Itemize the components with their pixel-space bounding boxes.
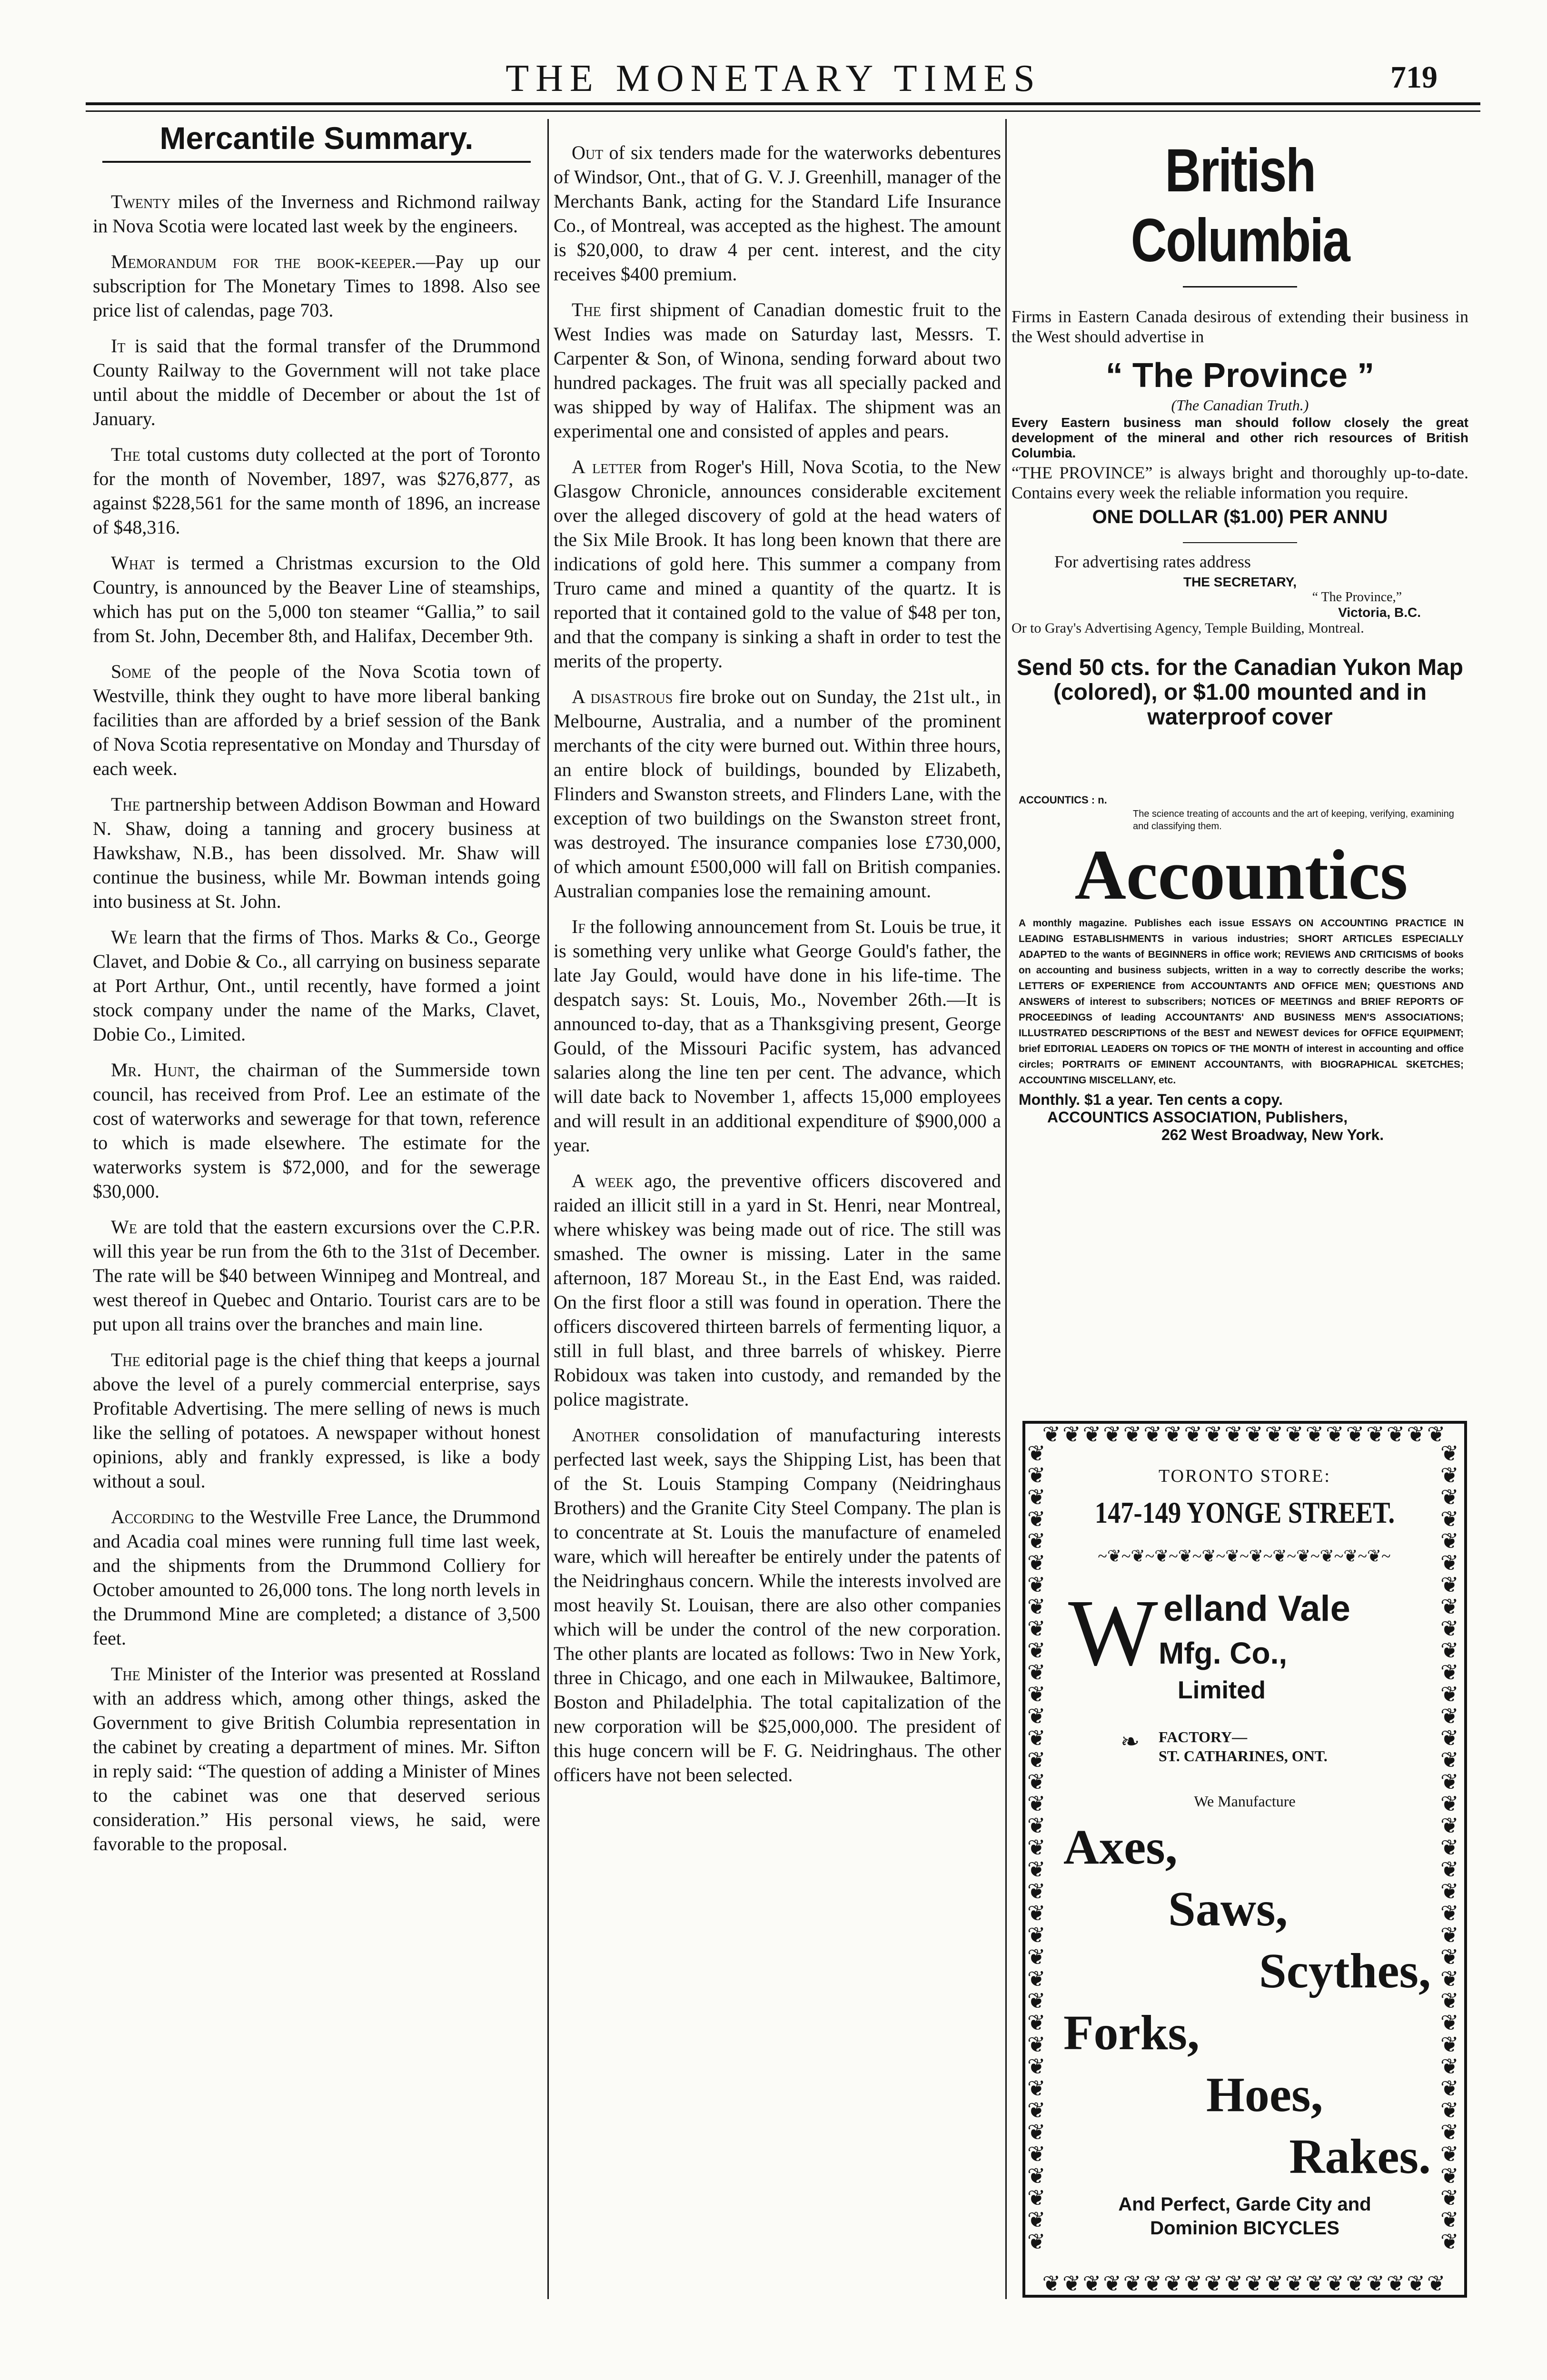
article-lead-word: Some (111, 661, 151, 682)
ad-paper-name: “ The Province ” (1105, 357, 1375, 395)
article-paragraph (93, 1505, 540, 1650)
article-text: editorial page is the chief thing that keeps a journal above the level of a purely commercial enterprise, says Profitable Advertising. The mere selling of news is much like the selling of potatoes. A newspaper without honest opinions, ably and frankly expressed, is like a body without a soul. (93, 1349, 540, 1492)
accountics-title: Accountics (1074, 835, 1408, 914)
article-paragraph (93, 792, 540, 913)
article-paragraph (554, 914, 1001, 1157)
article-lead-word: If (572, 916, 585, 937)
product-axes: Axes, (1063, 1820, 1178, 1874)
company-name-2: Mfg. Co., (1159, 1636, 1288, 1670)
company-name-3: Limited (1178, 1676, 1266, 1704)
article-paragraph (93, 1058, 540, 1203)
article-lead-word: The (111, 444, 140, 465)
company-name-1: elland Vale (1163, 1588, 1350, 1629)
accountics-address: 262 West Broadway, New York. (1161, 1126, 1384, 1143)
article-paragraph (93, 249, 540, 322)
page-masthead: THE MONETARY TIMES (506, 58, 1041, 99)
article-text: , the chairman of the Summerside town council, has received from Prof. Lee an estimate of the cost of waterworks and sewerage for that town, reference to which is made elsewhere. The estimate for the waterworks system is $72,000, and for the sewerage $30,000. (93, 1059, 540, 1202)
accountics-label: ACCOUNTICS : n. (1019, 794, 1107, 806)
article-lead-word: We (111, 926, 137, 948)
accountics-price: Monthly. $1 a year. Ten cents a copy. (1019, 1091, 1283, 1108)
article-lead-word: A week (572, 1170, 634, 1191)
article-text: fire broke out on Sunday, the 21st ult., in Melbourne, Australia, and a number of the prominent merchants of the city were burned out. Within three hours, an entire block of buildings, bounded by Elizabeth, Flinders and Swanston streets, and Flinders Lane, with the exception of two buildings on the Swanston street front, was destroyed. The insurance companies lose £730,000, of which amount £500,000 will fall on British companies. Australian companies lose the remaining amount. (554, 686, 1001, 902)
article-text: total customs duty collected at the port of Toronto for the month of November, 1897, was $276,877, as against $228,561 for the same month of 1896, an increase of $48,316. (93, 444, 540, 538)
page-number: 719 (1390, 60, 1438, 95)
vine-border-left: ❦❦❦❦❦❦❦❦❦❦❦❦❦❦❦❦❦❦❦❦❦❦❦❦❦❦❦❦❦❦❦❦❦❦❦❦❦ (1027, 1443, 1046, 2254)
column-1-body (93, 189, 540, 1856)
article-paragraph (93, 189, 540, 238)
factory-icon: ❧ (1121, 1729, 1140, 1755)
ad-or-line: Or to Gray's Advertising Agency, Temple Building, Montreal. (1012, 620, 1364, 636)
article-text: miles of the Inverness and Richmond railway in Nova Scotia were located last week by the engineers. (93, 191, 540, 237)
ad-subtitle: (The Canadian Truth.) (1171, 397, 1309, 414)
article-paragraph (554, 455, 1001, 673)
ad-description: “THE PROVINCE” is always bright and thoroughly up-to-date. Contains every week the reliable information you require. (1012, 463, 1468, 502)
factory-label: FACTORY— (1159, 1728, 1248, 1745)
article-lead-word: We (111, 1216, 137, 1238)
ad-rates: For advertising rates address (1054, 552, 1251, 571)
article-paragraph (93, 1662, 540, 1856)
store-label: TORONTO STORE: (1159, 1466, 1331, 1486)
ad-secretary: THE SECRETARY, (1183, 575, 1297, 589)
article-text: the following announcement from St. Louis be true, it is something very unlike what George Gould's father, the late Jay Gould, would have done in his life-time. The despatch says: St. Louis, Mo., November 26th.—It is announced to-day, that as a Thanksgiving present, George Gould, of the Missouri Pacific system, has advanced salaries along the line ten per cent. The advance, which will date back to November 1, affects 15,000 employees and will result in an additional expenditure of $900,000 a year. (554, 916, 1001, 1156)
column-divider-1 (547, 119, 549, 2299)
article-text: Minister of the Interior was presented at Rossland with an address which, among other things, asked the Government to give British Columbia representation in the cabinet by creating a department of mines. Mr. Sifton in reply said: “The question of adding a Minister of Mines to the cabinet was one that deserved serious consideration.” His personal views, he said, were favorable to the proposal. (93, 1663, 540, 1854)
section-heading: Mercantile Summary. (159, 120, 474, 156)
article-text: to the Westville Free Lance, the Drummond and Acadia coal mines were running full time last week, and the shipments from the Drummond Colliery for October amounted to 26,000 tons. The long north levels in the Drummond Mine are completed; a distance of 3,500 feet. (93, 1506, 540, 1649)
we-manufacture: We Manufacture (1194, 1793, 1296, 1810)
accountics-body: A monthly magazine. Publishes each issue ESSAYS ON ACCOUNTING PRACTICE IN LEADING ESTABLISHMENTS in various industries; SHORT ARTICLES ESPECIALLY ADAPTED to the wants of BEGINNERS in office work; REVIEWS AND CRITICISMS of books on accounting and business subjects, written in a way to correctly describe the works; LETTERS OF EXPERIENCE from ACCOUNTANTS AND OFFICE MEN; QUESTIONS AND ANSWERS of interest to subscribers; NOTICES OF MEETINGS and BRIEF REPORTS OF PROCEEDINGS of leading ACCOUNTANTS' AND BUSINESS MEN'S ASSOCIATIONS; ILLUSTRATED DESCRIPTIONS of the BEST and NEWEST devices for OFFICE EQUIPMENT; brief EDITORIAL LEADERS ON TOPICS OF THE MONTH of interest in accounting and office circles; PORTRAITS OF EMINENT ACCOUNTANTS, with BIOGRAPHICAL SKETCHES; ACCOUNTING MISCELLANY, etc. (1019, 918, 1464, 1086)
header-rule-thin (86, 110, 1480, 112)
vine-border-right: ❦❦❦❦❦❦❦❦❦❦❦❦❦❦❦❦❦❦❦❦❦❦❦❦❦❦❦❦❦❦❦❦❦❦❦❦❦ (1440, 1443, 1459, 2254)
ad-province: “ The Province,” (1312, 590, 1402, 605)
article-text: learn that the firms of Thos. Marks & Co., George Clavet, and Dobie & Co., all carrying on business separate at Port Arthur, Ont., until recently, have formed a joint stock company under the name of the Marks, Clavet, Dobie Co., Limited. (93, 926, 540, 1045)
article-lead-word: Another (572, 1424, 640, 1446)
ad-yukon-map: Send 50 cts. for the Canadian Yukon Map (colored), or $1.00 mounted and in waterproof cover (1017, 655, 1463, 730)
article-lead-word: A disastrous (572, 686, 673, 707)
article-text: of six tenders made for the waterworks debentures of Windsor, Ont., that of G. V. J. Greenhill, manager of the Merchants Bank, acting for the Standard Life Insurance Co., of Montreal, was accepted as the highest. The amount is $20,000, to draw 4 per cent. interest, and the city receives $400 premium. (554, 142, 1001, 285)
article-lead-word: The (111, 793, 140, 815)
ad-rule-2 (1183, 542, 1297, 543)
article-paragraph (93, 659, 540, 781)
accountics-ad (1019, 793, 1464, 1144)
product-forks: Forks, (1063, 2005, 1200, 2060)
bicycle-line-1: And Perfect, Garde City and (1118, 2194, 1371, 2215)
article-lead-word: Out (572, 142, 604, 163)
article-paragraph (554, 1169, 1001, 1411)
product-hoes: Hoes, (1206, 2067, 1323, 2122)
article-paragraph (93, 442, 540, 539)
accountics-publisher: ACCOUNTICS ASSOCIATION, Publishers, (1047, 1109, 1348, 1126)
vine-divider: ~❦~❦~❦~❦~❦~❦~❦~❦~❦~❦~❦~❦~ (1098, 1547, 1391, 1566)
article-paragraph (554, 684, 1001, 903)
article-text: from Roger's Hill, Nova Scotia, to the New Glasgow Chronicle, announces considerable excitement over the alleged discovery of gold at the head waters of the Six Mile Brook. It has long been known that there are indications of gold here. This summer a company from Truro came and mined a quantity of the quartz. It is reported that it contained gold to the value of $48 per ton, and that the company is sinking a shaft in order to test the merits of the property. (554, 456, 1001, 672)
article-text: partnership between Addison Bowman and Howard N. Shaw, doing a tanning and grocery business at Hawkshaw, N.B., has been dissolved. Mr. Shaw will continue the business, while Mr. Bowman intends going into business at St. John. (93, 793, 540, 912)
column-1 (93, 120, 541, 1867)
article-lead-word: What (111, 552, 155, 574)
article-lead-word: According (111, 1506, 195, 1527)
province-ad (1012, 136, 1468, 730)
column-2 (554, 140, 1001, 1798)
article-text: —Pay up our subscription for The Monetary Times to 1898. Also see price list of calendas, page 703. (93, 251, 541, 321)
factory-location: ST. CATHARINES, ONT. (1159, 1747, 1328, 1765)
article-text: are told that the eastern excursions over the C.P.R. will this year be run from the 6th to the 31st of December. The rate will be $40 between Winnipeg and Montreal, and west thereof in Quebec and Ontario. Tourist cars are to be put upon all trains over the branches and main line. (93, 1216, 540, 1335)
ad-price: ONE DOLLAR ($1.00) PER ANNU (1092, 506, 1388, 527)
product-rakes: Rakes. (1289, 2129, 1431, 2184)
article-paragraph (554, 1423, 1001, 1787)
heading-rule (102, 161, 531, 163)
header-rule (86, 102, 1480, 105)
accountics-definition: The science treating of accounts and the art of keeping, verifying, examining and classifying them. (1133, 809, 1454, 832)
article-text: consolidation of manufacturing interests perfected last week, says the Shipping List, has been that of the St. Louis Stamping Company (Neidringhaus Brothers) and the Granite City Steel Company. The plan is to concentrate at St. Louis the manufacture of enameled ware, which will hereafter be entirely under the patents of the Neidringhaus concern. While the interests involved are most heavily St. Louisan, there are also other companies which will be under the control of the new corporation. The other plants are located as follows: Two in New York, three in Chicago, and one each in Milwaukee, Baltimore, Boston and Philadelphia. The total capitalization of the new corporation will be $25,000,000. The president of this huge concern will be F. G. Neidringhaus. The other officers have not been selected. (554, 1424, 1001, 1785)
article-paragraph (93, 925, 540, 1046)
article-paragraph (93, 1348, 540, 1493)
article-paragraph (554, 140, 1001, 286)
vine-border-top: ❦❦❦❦❦❦❦❦❦❦❦❦❦❦❦❦❦❦❦❦ (1042, 1424, 1448, 1446)
welland-vale-ad (1022, 1421, 1467, 2298)
article-lead-word: A letter (572, 456, 642, 477)
ad-intro: Firms in Eastern Canada desirous of extending their business in the West should advertise in (1012, 307, 1468, 346)
article-lead-word: Twenty (111, 191, 171, 212)
store-street: 147-149 YONGE STREET. (1094, 1496, 1395, 1529)
article-lead-word: The (111, 1663, 140, 1685)
product-saws: Saws, (1168, 1882, 1288, 1936)
bicycle-line-2: Dominion BICYCLES (1150, 2218, 1339, 2239)
company-initial: W (1068, 1580, 1158, 1686)
ad-bold-line: Every Eastern business man should follow closely the great development of the mineral and other rich resources of British Columbia. (1012, 415, 1468, 460)
product-scythes: Scythes, (1259, 1944, 1431, 1998)
article-paragraph (93, 334, 540, 431)
article-text: is termed a Christmas excursion to the Old Country, is announced by the Beaver Line of steamships, which has put on the 5,000 ton steamer “Gallia,” to sail from St. John, December 8th, and Halifax, December 9th. (93, 552, 540, 646)
ad-title: British Columbia (1130, 137, 1349, 275)
article-text: ago, the preventive officers discovered and raided an illicit still in a yard in St. Henri, near Montreal, where whiskey was being made out of rice. The still was smashed. The owner is missing. Later in the same afternoon, 187 Moreau St., in the East End, was raided. On the first floor a still was found in operation. There the officers discovered thirteen barrels of fermenting liquor, a still in full blast, and three barrels of whiskey. Pierre Robidoux was taken into custody, and remanded by the police magistrate. (554, 1170, 1001, 1410)
ad-victoria: Victoria, B.C. (1338, 605, 1421, 620)
ad-rule (1183, 286, 1297, 288)
article-paragraph (554, 298, 1001, 443)
column-divider-2 (1005, 119, 1007, 2299)
article-lead-word: The (572, 299, 601, 320)
column-2-body (554, 140, 1001, 1787)
article-text: first shipment of Canadian domestic fruit to the West Indies was made on Saturday last, Messrs. T. Carpenter & Son, of Winona, sending forward about two hundred packages. The fruit was all specially packed and was shipped by way of Halifax. The shipment was an experimental one and consisted of apples and pears. (554, 299, 1001, 442)
article-text: of the people of the Nova Scotia town of Westville, think they ought to have more liberal banking facilities than are afforded by a brief session of the Bank of Nova Scotia representative on Monday and Thursday of each week. (93, 661, 540, 779)
vine-border-bottom: ❦❦❦❦❦❦❦❦❦❦❦❦❦❦❦❦❦❦❦❦ (1042, 2273, 1448, 2295)
article-lead-word: The (111, 1349, 140, 1370)
article-paragraph (93, 551, 540, 648)
article-lead-word: Mr. Hunt (111, 1059, 195, 1081)
article-paragraph (93, 1215, 540, 1336)
article-lead-word: Memorandum for the book-keeper. (111, 251, 416, 272)
article-lead-word: It (111, 335, 126, 357)
article-text: is said that the formal transfer of the Drummond County Railway to the Government will not take place until about the middle of December or about the 1st of January. (93, 335, 540, 429)
